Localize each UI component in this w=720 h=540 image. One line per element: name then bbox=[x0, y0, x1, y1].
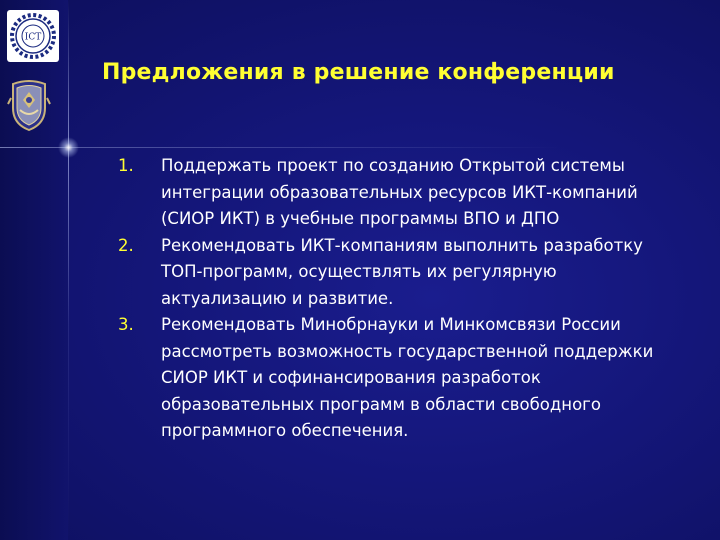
proposal-list bbox=[118, 153, 678, 445]
item-text-line: Поддержать проект по созданию Открытой системы bbox=[161, 156, 625, 175]
item-text-line: СИОР ИКТ и софинансирования разработок bbox=[161, 368, 541, 387]
item-text-line: ТОП-программ, осуществлять их регулярную bbox=[161, 262, 557, 281]
decorative-horizontal-line bbox=[0, 147, 560, 148]
item-text-line: программного обеспечения. bbox=[161, 421, 409, 440]
item-number: 2. bbox=[118, 235, 134, 255]
item-text-line: Рекомендовать ИКТ-компаниям выполнить разработку bbox=[161, 235, 643, 255]
item-text-line: Рекомендовать Минобрнауки и Минкомсвязи России bbox=[161, 315, 621, 334]
logo-top-text: ICT bbox=[24, 32, 42, 43]
item-text-line: рассмотреть возможность государственной поддержки bbox=[161, 341, 654, 361]
item-text-line: актуализацию и развитие. bbox=[161, 288, 394, 308]
item-text-line: образовательных программ в области свободного bbox=[161, 394, 601, 414]
university-crest-icon bbox=[7, 78, 51, 132]
item-text-line: интеграции образовательных ресурсов ИКТ-компаний bbox=[161, 182, 638, 202]
light-flare bbox=[58, 137, 79, 158]
slide-title: Предложения в решение конференции bbox=[102, 60, 615, 85]
list-item bbox=[118, 312, 678, 445]
item-number: 3. bbox=[118, 315, 134, 334]
list-item bbox=[118, 233, 678, 313]
ict-gear-logo-icon bbox=[7, 10, 59, 62]
item-number: 1. bbox=[118, 156, 134, 175]
list-item bbox=[118, 153, 678, 233]
item-text-line: (СИОР ИКТ) в учебные программы ВПО и ДПО bbox=[161, 209, 560, 228]
decorative-vertical-line bbox=[68, 0, 69, 540]
